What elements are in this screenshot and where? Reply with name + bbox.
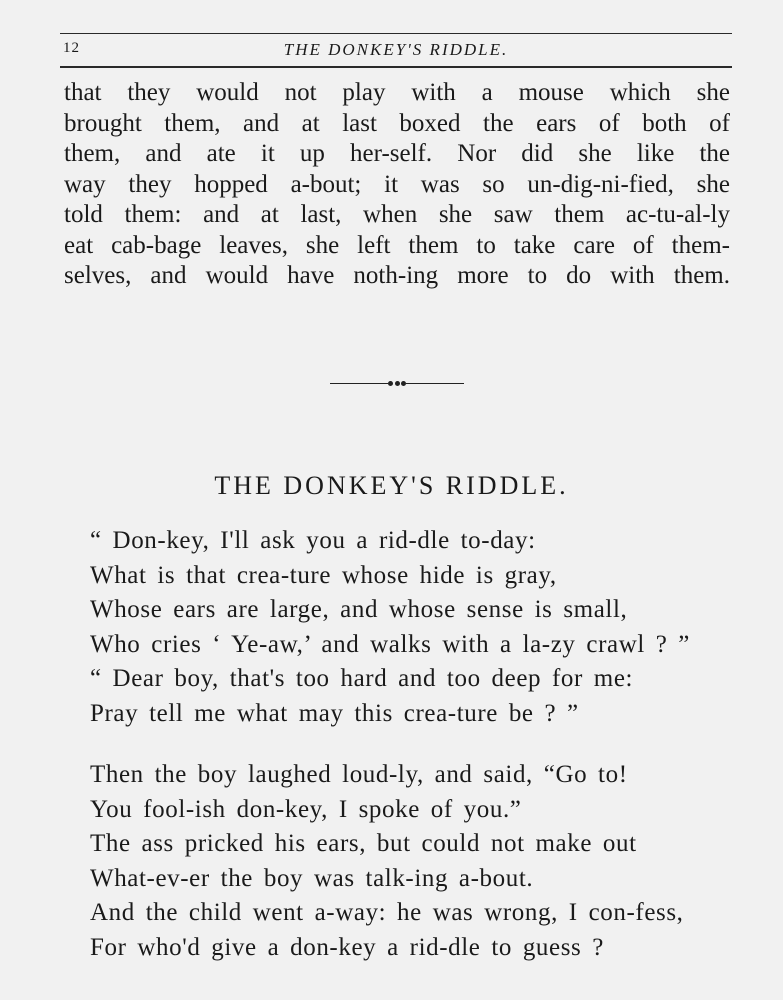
verse-line: You fool-ish don-key, I spoke of you.”	[90, 795, 522, 823]
verse-line: For who'd give a don-key a rid-dle to guess ?	[90, 933, 604, 961]
prose-line: way they hopped a-bout; it was so un-dig-ni-fied, she	[64, 170, 730, 198]
verse-line: “ Don-key, I'll ask you a rid-dle to-day:	[90, 527, 536, 554]
section-divider-ornament	[330, 378, 464, 390]
poem-stanza-2	[90, 758, 684, 966]
verse-line: Pray tell me what may this crea-ture be ? ”	[90, 699, 579, 727]
verse-line: The ass pricked his ears, but could not make out	[90, 830, 637, 858]
divider-dot	[395, 381, 400, 386]
divider-dot	[388, 381, 393, 386]
prose-line: eat cab-bage leaves, she left them to take care of them-	[64, 231, 730, 259]
running-title: THE DONKEY'S RIDDLE.	[283, 40, 509, 59]
page-number: 12	[63, 40, 80, 56]
prose-line: told them: and at last, when she saw them ac-tu-al-ly	[64, 201, 730, 228]
prose-line: brought them, and at last boxed the ears of both of	[64, 109, 730, 137]
verse-line: Who cries ‘ Ye-aw,’ and walks with a la-zy crawl ? ”	[90, 630, 690, 658]
header-rule-top	[60, 33, 732, 34]
verse-line: And the child went a-way: he was wrong, I con-fess,	[90, 899, 684, 927]
poem-title: THE DONKEY'S RIDDLE.	[214, 471, 569, 500]
prose-line: selves, and would have noth-ing more to do with them.	[64, 262, 730, 289]
prose-paragraph	[64, 78, 730, 292]
divider-line-left	[330, 383, 388, 384]
verse-line: What-ev-er the boy was talk-ing a-bout.	[90, 864, 534, 892]
page-header	[60, 40, 732, 62]
prose-line: them, and ate it up her-self. Nor did she like the	[64, 140, 730, 167]
prose-line: that they would not play with a mouse which she	[64, 79, 730, 106]
verse-line: “ Dear boy, that's too hard and too deep for me:	[90, 665, 634, 693]
verse-line: Whose ears are large, and whose sense is small,	[90, 596, 628, 624]
verse-line: Then the boy laughed loud-ly, and said, “Go to!	[90, 761, 628, 788]
poem-stanza-1	[90, 524, 690, 732]
header-rule-bottom	[60, 66, 732, 68]
divider-line-right	[406, 383, 464, 384]
verse-line: What is that crea-ture whose hide is gray,	[90, 561, 557, 589]
